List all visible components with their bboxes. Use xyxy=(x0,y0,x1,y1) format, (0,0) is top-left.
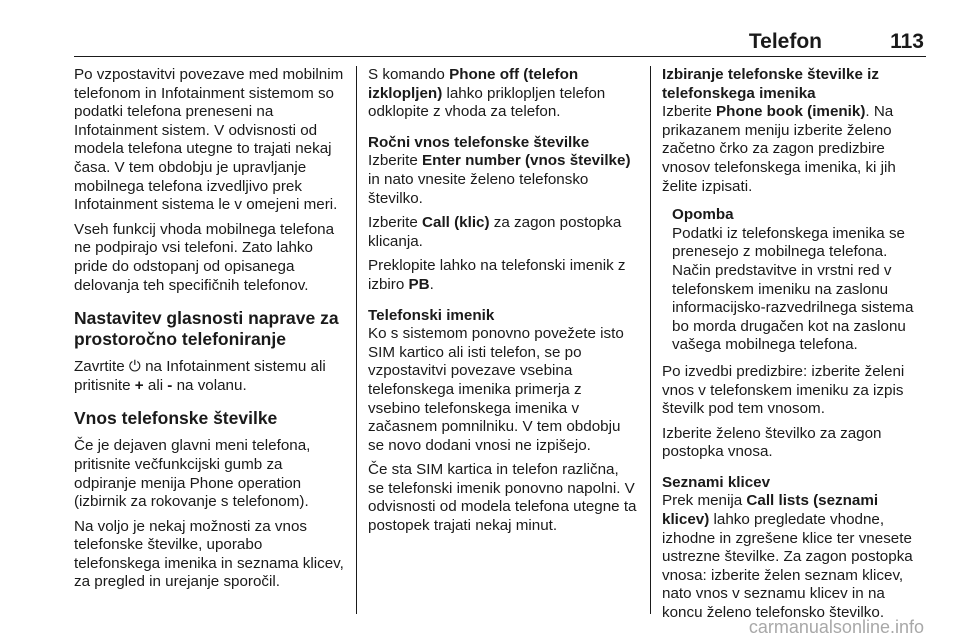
paragraph: Ko s sistemom ponovno povežete isto SIM kartico ali isti telefon, se po vzpostavitvi povezave vsebina telefonskega imenika primerja z vsebino telefonskega imenika v začasnem pomnilniku. V tem obdobju se novo dodani vnosi ne izpišejo. xyxy=(368,325,624,454)
text-run: in nato vnesite želeno telefonsko številko. xyxy=(368,170,589,207)
power-knob-icon: ⏻ xyxy=(128,358,141,376)
paragraph xyxy=(662,103,926,196)
column-divider xyxy=(356,66,357,614)
note-box xyxy=(672,206,926,355)
text-run: na Infotainment sistemu ali pritisnite xyxy=(74,358,326,394)
text-run: S komando xyxy=(368,66,450,83)
column-middle xyxy=(368,66,638,542)
text-run: Zavrtite xyxy=(74,358,129,376)
column-right xyxy=(662,66,926,629)
paragraph xyxy=(368,214,638,251)
paragraph: Na voljo je nekaj možnosti za vnos telefonske številke, uporabo telefonskega imenika in seznama klicev, za pregled in urejanje sporočil. xyxy=(74,517,344,591)
paragraph: Po vzpostavitvi povezave med mobilnim telefonom in Infotainment sistemom so podatki telefona preneseni na Infotainment sistem. V odvisnosti od modela telefona utegne to trajati nekaj časa. V tem obdobju je upravljanje mobilnega telefona izvedljivo prek Infotainment sistema le v omejeni meri. xyxy=(74,66,344,214)
text-run: . xyxy=(429,275,434,293)
note-text: Podatki iz telefonskega imenika se prenesejo z mobilnega telefona. Način predstavitve in vrstni red v telefonskem imeniku na zaslonu informacijsko-razvedrilnega sistema bo morda drugačen kot na zaslonu vašega mobilnega telefona. xyxy=(672,224,914,354)
minus-key: - xyxy=(167,376,173,394)
note-title: Opomba xyxy=(672,206,734,224)
paragraph: Če je dejaven glavni meni telefona, pritisnite večfunkcijski gumb za odpiranje menija Phone operation (izbirnik za rokovanje s telefonom). xyxy=(74,437,311,511)
menu-term: Phone book (imenik) xyxy=(716,103,866,121)
subheading-call-lists: Seznami klicev xyxy=(662,473,771,491)
paragraph: Izberite želeno številko za zagon postopka vnosa. xyxy=(662,424,882,461)
menu-term: PB xyxy=(408,275,430,293)
text-run: na volanu. xyxy=(172,376,247,394)
text-run: Izberite xyxy=(368,214,423,232)
watermark: carmanualsonline.info xyxy=(748,617,924,637)
text-run: Izberite xyxy=(368,152,423,170)
paragraph: Vseh funkcij vhoda mobilnega telefona ne podpirajo vsi telefoni. Zato lahko pride do odstopanj od opisanega delovanja teh specifičnih telefonov. xyxy=(74,220,335,294)
paragraph: Če sta SIM kartica in telefon različna, se telefonski imenik ponovno napolni. V odvisnosti od modela telefona utegne ta postopek trajati nekaj minut. xyxy=(368,461,637,535)
plus-key: + xyxy=(134,376,144,394)
text-run: . Na prikazanem meniju izberite želeno začetno črko za zagon predizbire vnosov telefonskega imenika, ki jih želite izpisati. xyxy=(662,103,896,195)
section-heading-number: Vnos telefonske številke xyxy=(74,408,278,429)
text-run: Preklopite lahko na telefonski imenik z izbiro xyxy=(368,257,626,293)
text-run: Prek menija xyxy=(662,492,747,510)
text-run: lahko pregledate vhodne, izhodne in zgrešene klice ter vnesete ustrezne številke. Za zagon postopka vnosa: izberite želen seznam klicev, nato vnos v seznamu klicev in na koncu želeno telefonsko številko. xyxy=(662,511,913,622)
column-left xyxy=(74,66,346,598)
paragraph xyxy=(368,152,638,208)
menu-term: Call lists (seznami klicev) xyxy=(662,492,879,529)
paragraph: Po izvedbi predizbire: izberite želeni vnos v telefonskem imeniku za izpis številk pod tem vnosom. xyxy=(662,362,905,418)
text-run: lahko priklopljen telefon odklopite z vhoda za telefon. xyxy=(368,84,606,121)
text-run: za zagon postopka klicanja. xyxy=(368,214,622,250)
menu-term: Enter number (vnos številke) xyxy=(422,152,631,170)
page-title: Telefon xyxy=(748,30,822,53)
paragraph xyxy=(662,492,926,622)
page-number: 113 xyxy=(890,30,924,53)
subheading-phonebook: Telefonski imenik xyxy=(368,306,495,324)
page-header xyxy=(74,26,926,57)
menu-term: Call (klic) xyxy=(422,214,490,232)
subheading-manual-entry: Ročni vnos telefonske številke xyxy=(368,133,590,151)
menu-term: Phone off (telefon izklopljen) xyxy=(368,66,579,102)
paragraph xyxy=(74,358,346,395)
text-run: Izberite xyxy=(662,103,717,121)
column-divider xyxy=(650,66,651,614)
text-run: ali xyxy=(143,376,168,394)
paragraph xyxy=(368,257,638,294)
subheading-select-from-phonebook: Izbiranje telefonske številke iz telefonskega imenika xyxy=(662,66,879,102)
paragraph xyxy=(368,66,638,122)
section-heading-volume: Nastavitev glasnosti naprave za prostoročno telefoniranje xyxy=(74,308,339,350)
